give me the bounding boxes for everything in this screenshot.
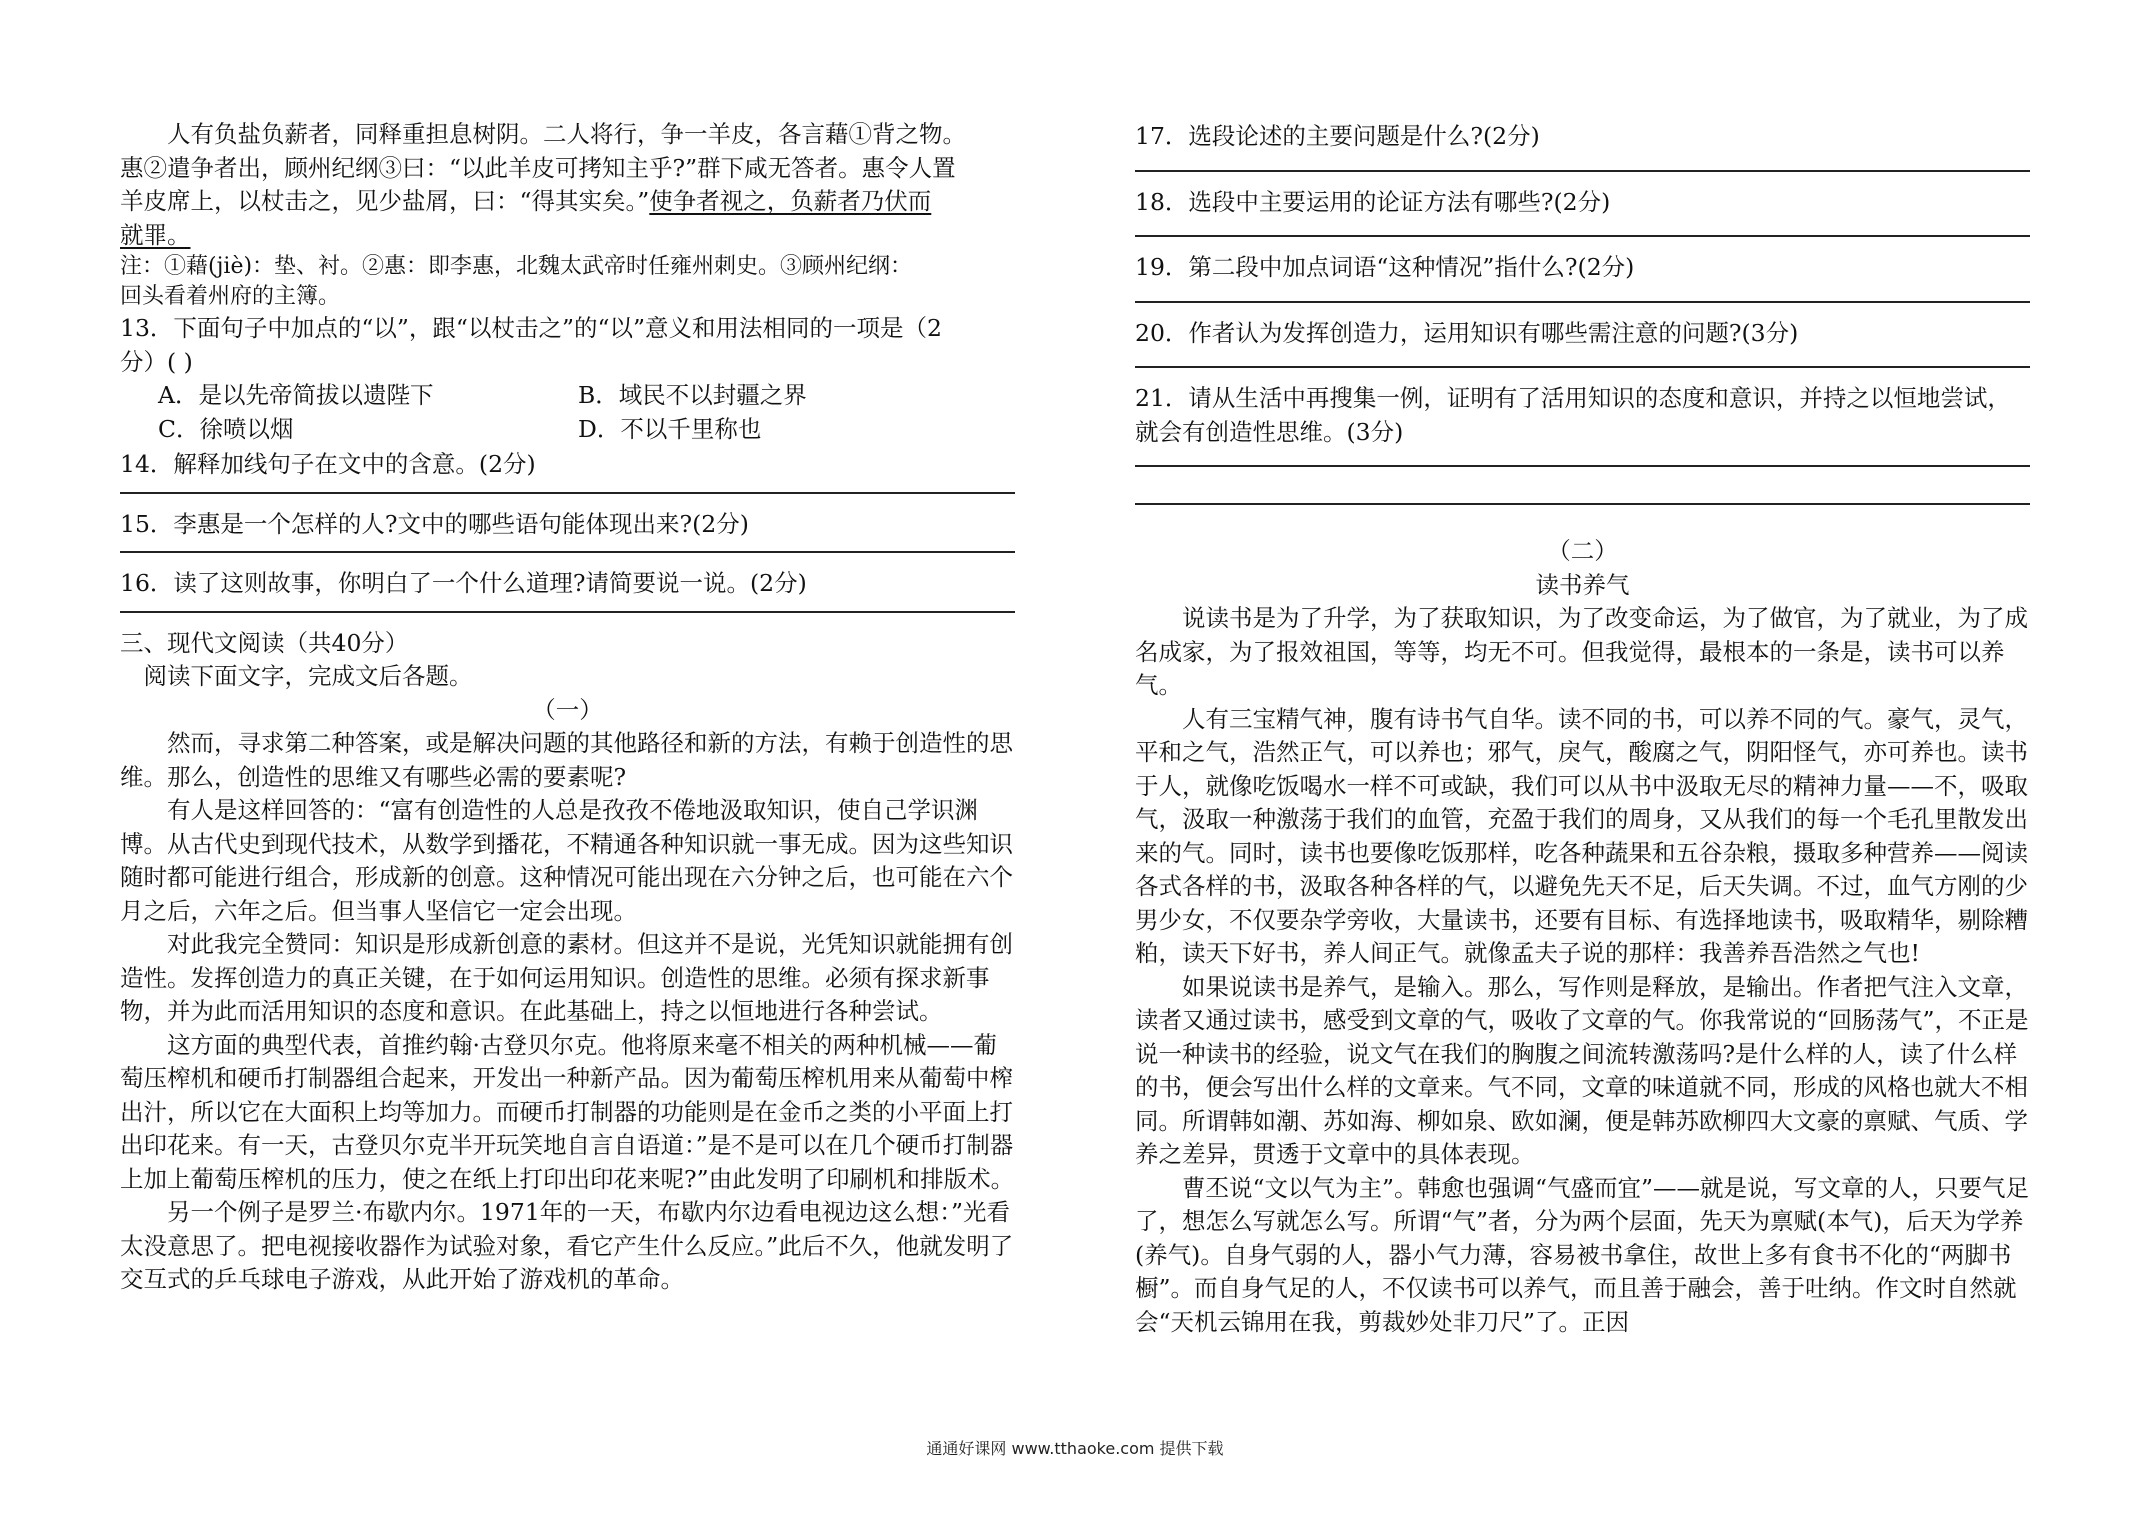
part-marker: （二） [1547, 537, 1618, 565]
answer-line [1135, 481, 2030, 505]
answer-line [1135, 219, 2030, 237]
paragraph: 然而，寻求第二种答案，或是解决问题的其他路径和新的方法，有赖于创造性的思维。那么，创造性的思维又有哪些必需的要素呢? [120, 729, 1013, 791]
paragraph: 有人是这样回答的：“富有创造性的人总是孜孜不倦地汲取知识，使自己学识渊博。从古代史到现代技术，从数学到播花，不精通各种知识就一事无成。因为这些知识随时都可能进行组合，形成新的创意。这种情况可能出现在六分钟之后，也可能在六个月之后，六年之后。但当事人坚信它一定会出现。 [120, 796, 1013, 925]
paragraph: 对此我完全赞同：知识是形成新创意的素材。但这并不是说，光凭知识就能拥有创造性。发挥创造力的真正关键，在于如何运用知识。创造性的思维。必须有探求新事物，并为此而活用知识的态度和意识。在此基础上，持之以恒地进行各种尝试。 [120, 930, 1013, 1025]
answer-line [1135, 154, 2030, 172]
answer-line [120, 482, 1015, 494]
question-20: 20．作者认为发挥创造力，运用知识有哪些需注意的问题?(3分) [1135, 318, 1799, 347]
question-18: 18．选段中主要运用的论证方法有哪些?(2分) [1135, 187, 1611, 216]
question-21: 21．请从生活中再搜集一例，证明有了活用知识的态度和意识，并持之以恒地尝试，就会有创造性思维。(3分) [1135, 384, 2011, 446]
paragraph: 说读书是为了升学，为了获取知识，为了改变命运，为了做官，为了就业，为了成名成家，为了报效祖国，等等，均无不可。但我觉得，最根本的一条是，读书可以养气。 [1135, 604, 2028, 699]
option-d: D．不以千里称也 [578, 414, 762, 443]
answer-line [1135, 449, 2030, 467]
annotation-note: 注：①藉(jiè)：垫、衬。②惠：即李惠，北魏太武帝时任雍州刺史。③顾州纪纲： [120, 254, 913, 279]
question-13-cont: 分）( ) [120, 347, 193, 376]
paragraph: 另一个例子是罗兰·布歇内尔。1971年的一天，布歇内尔边看电视边这么想：”光看太没意思了。把电视接收器作为试验对象，看它产生什么反应。”此后不久，他就发明了交互式的乒乓球电子游戏，从此开始了游戏机的革命。 [120, 1198, 1014, 1293]
page-footer: 通通好课网 www.tthaoke.com 提供下载 [926, 1439, 1224, 1458]
answer-line [120, 541, 1015, 553]
left-column [120, 118, 1015, 1297]
underlined-sentence: 使争者视之，负薪者乃伏而 [649, 187, 932, 215]
paragraph: 曹丕说“文以气为主”。韩愈也强调“气盛而宜”——就是说，写文章的人，只要气足了，想怎么写就怎么写。所谓“气”者，分为两个层面，先天为禀赋(本气)，后天为学养(养气)。自身气弱的人，器小气力薄，容易被书拿住，故世上多有食书不化的“两脚书橱”。而自身气足的人，不仅读书可以养气，而且善于融会，善于吐纳。作文时自然就会“天机云锦用在我，剪裁妙处非刀尺”了。正因 [1135, 1173, 2030, 1336]
option-b: B．域民不以封疆之界 [578, 381, 807, 409]
article-title: 读书养气 [1535, 570, 1630, 599]
paragraph: 人有三宝精气神，腹有诗书气自华。读不同的书，可以养不同的气。豪气，灵气，平和之气，浩然正气，可以养也；邪气，戾气，酸腐之气，阴阳怪气，亦可养也。读书于人，就像吃饭喝水一样不可或缺，我们可以从书中汲取无尽的精神力量——不，吸取气，汲取一种激荡于我们的血管，充盈于我们的周身，又从我们的每一个毛孔里散发出来的气。同时，读书也要像吃饭那样，吃各种蔬果和五谷杂粮，摄取多种营养——阅读各式各样的书，汲取各种各样的气，以避免先天不足，后天失调。不过，血气方刚的少男少女，不仅要杂学旁收，大量读书，还要有目标、有选择地读书，吸取精华，剔除糟粕，读天下好书，养人间正气。就像孟夫子说的那样：我善养吾浩然之气也! [1135, 704, 2028, 967]
answer-line [1135, 285, 2030, 303]
paragraph: 这方面的典型代表，首推约翰·古登贝尔克。他将原来毫不相关的两种机械——葡萄压榨机和硬币打制器组合起来，开发出一种新产品。因为葡萄压榨机用来从葡萄中榨出汁，所以它在大面积上均等加力。而硬币打制器的功能则是在金币之类的小平面上打出印花来。有一天，古登贝尔克半开玩笑地自言自语道：”是不是可以在几个硬币打制器上加上葡萄压榨机的压力，使之在纸上打印出印花来呢?”由此发明了印刷机和排版术。 [120, 1030, 1015, 1193]
instruction: 阅读下面文字，完成文后各题。 [143, 662, 473, 690]
annotation-note: 回头看着州府的主簿。 [120, 284, 341, 309]
question-19: 19．第二段中加点词语“这种情况”指什么?(2分) [1135, 253, 1635, 281]
q13-options [158, 379, 1015, 446]
passage-line [120, 219, 1015, 253]
paragraph: 如果说读书是养气，是输入。那么，写作则是释放，是输出。作者把气注入文章，读者又通过读书，感受到文章的气，吸收了文章的气。你我常说的“回肠荡气”，不正是说一种读书的经验，说文气在我们的胸腹之间流转激荡吗?是什么样的人，读了什么样的书，便会写出什么样的文章来。气不同，文章的味道就不同，形成的风格也就大不相同。所谓韩如潮、苏如海、柳如泉、欧如澜，便是韩苏欧柳四大文豪的禀赋、气质、学养之差异，贯透于文章中的具体表现。 [1135, 972, 2029, 1168]
right-column [1135, 118, 2030, 1339]
option-c: C．徐喷以烟 [158, 414, 294, 443]
passage-line: 羊皮席上，以杖击之，见少盐屑，曰：“得其实矣。”使争者视之，负薪者乃伏而 [120, 187, 932, 215]
question-13: 13．下面句子中加点的“以”，跟“以杖击之”的“以”意义和用法相同的一项是（2 [120, 314, 942, 342]
part-marker: （一） [532, 695, 603, 724]
answer-line [1135, 350, 2030, 368]
underlined-sentence-end: 就罪。 [120, 220, 191, 249]
passage-line: 惠②遣争者出，顾州纪纲③曰：“以此羊皮可拷知主乎?”群下咸无答者。惠令人置 [120, 153, 956, 182]
option-a: A．是以先帝简拔以遗陛下 [158, 381, 434, 409]
section-heading: 三、现代文阅读（共40分） [120, 628, 409, 657]
question-14: 14．解释加线句子在文中的含意。(2分) [120, 450, 536, 478]
question-16: 16．读了这则故事，你明白了一个什么道理?请简要说一说。(2分) [120, 569, 807, 597]
question-15: 15．李惠是一个怎样的人?文中的哪些语句能体现出来?(2分) [120, 509, 749, 538]
answer-line [120, 601, 1015, 613]
passage-line: 人有负盐负薪者，同释重担息树阴。二人将行，争一羊皮，各言藉①背之物。 [167, 120, 966, 148]
question-17: 17．选段论述的主要问题是什么?(2分) [1135, 122, 1540, 150]
